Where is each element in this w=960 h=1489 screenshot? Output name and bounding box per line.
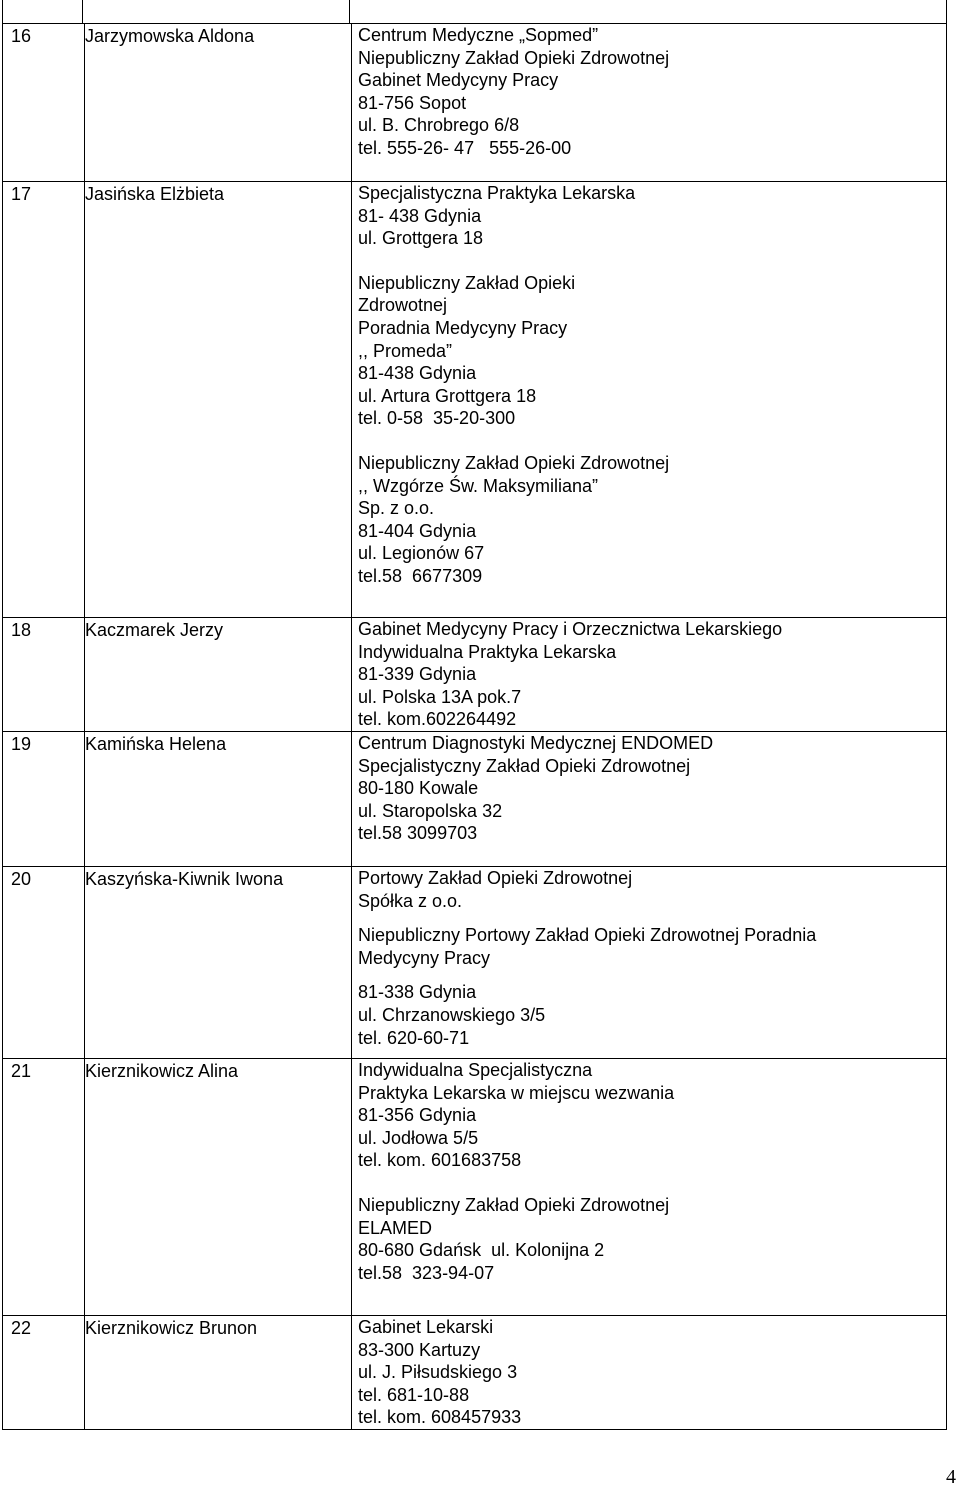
table-row bbox=[3, 24, 947, 182]
facility-line: tel.58 323-94-07 bbox=[358, 1262, 495, 1283]
entry-number: 17 bbox=[3, 182, 85, 618]
facility-line: ul. B. Chrobrego 6/8 bbox=[358, 115, 520, 136]
facility-line: 83-300 Kartuzy bbox=[358, 1339, 481, 1360]
facility-line: Poradnia Medycyny Pracy bbox=[358, 317, 568, 338]
facility-line: Niepubliczny Zakład Opieki bbox=[358, 272, 576, 293]
facility-line: Centrum Medyczne „Sopmed” bbox=[358, 25, 599, 45]
facility-line: tel. 620-60-71 bbox=[358, 1027, 470, 1048]
facility-line: tel.58 6677309 bbox=[358, 565, 483, 586]
facility-block bbox=[358, 924, 946, 969]
facility-block bbox=[358, 452, 946, 588]
facility-line: Niepubliczny Zakład Opieki Zdrowotnej bbox=[358, 452, 670, 473]
facility-line: tel. 0-58 35-20-300 bbox=[358, 408, 516, 429]
facility-details bbox=[352, 866, 947, 1058]
facility-line: 81-338 Gdynia bbox=[358, 982, 477, 1003]
facility-line: Sp. z o.o. bbox=[358, 498, 435, 519]
column-border bbox=[82, 0, 83, 24]
facility-block bbox=[358, 1059, 946, 1172]
facility-line: ELAMED bbox=[358, 1217, 433, 1238]
facility-line: Niepubliczny Portowy Zakład Opieki Zdrowotnej Poradnia bbox=[358, 925, 817, 946]
facility-block bbox=[358, 1194, 946, 1284]
facility-details bbox=[352, 1058, 947, 1315]
facility-line: Portowy Zakład Opieki Zdrowotnej bbox=[358, 867, 633, 888]
facility-line: tel. kom.602264492 bbox=[358, 709, 517, 730]
facility-line: tel. 555-26- 47 555-26-00 bbox=[358, 137, 572, 158]
facility-line: tel. 681-10-88 bbox=[358, 1384, 470, 1405]
facility-line: 81- 438 Gdynia bbox=[358, 205, 482, 226]
facility-line: Centrum Diagnostyki Medycznej ENDOMED bbox=[358, 732, 714, 753]
entry-number: 21 bbox=[3, 1058, 85, 1315]
facility-line: 81-756 Sopot bbox=[358, 92, 467, 113]
facility-block bbox=[358, 732, 946, 845]
facility-line: tel. kom. 601683758 bbox=[358, 1150, 522, 1171]
facility-line: ,, Wzgórze Św. Maksymiliana” bbox=[358, 475, 599, 496]
facility-line: Gabinet Medycyny Pracy bbox=[358, 70, 559, 91]
facility-line: 80-680 Gdańsk ul. Kolonijna 2 bbox=[358, 1240, 605, 1261]
facility-line: ul. Chrzanowskiego 3/5 bbox=[358, 1004, 546, 1025]
facility-line: 80-180 Kowale bbox=[358, 778, 479, 799]
table-row bbox=[3, 866, 947, 1058]
doctors-table-body bbox=[3, 24, 947, 1430]
table-row bbox=[3, 1058, 947, 1315]
facility-line: 81-438 Gdynia bbox=[358, 363, 477, 384]
facility-line: Specjalistyczna Praktyka Lekarska bbox=[358, 183, 636, 203]
facility-line: Spółka z o.o. bbox=[358, 890, 463, 911]
facility-block bbox=[358, 981, 946, 1049]
facility-details bbox=[352, 1315, 947, 1429]
facility-line: Gabinet Medycyny Pracy i Orzecznictwa Lekarskiego bbox=[358, 619, 783, 639]
facility-line: Gabinet Lekarski bbox=[358, 1316, 494, 1337]
block-spacer bbox=[358, 430, 946, 452]
facility-block bbox=[358, 182, 946, 250]
entry-number: 22 bbox=[3, 1315, 85, 1429]
doctor-name: Kierznikowicz Alina bbox=[85, 1058, 352, 1315]
block-spacer bbox=[358, 912, 946, 924]
facility-details bbox=[352, 182, 947, 618]
entry-number: 16 bbox=[3, 24, 85, 182]
facility-line: ul. Polska 13A pok.7 bbox=[358, 686, 522, 707]
table-row bbox=[3, 731, 947, 866]
facility-details bbox=[352, 618, 947, 732]
block-spacer bbox=[358, 969, 946, 981]
facility-line: ul. Artura Grottgera 18 bbox=[358, 385, 537, 406]
facility-line: Specjalistyczny Zakład Opieki Zdrowotnej bbox=[358, 755, 691, 776]
block-spacer bbox=[358, 1172, 946, 1194]
facility-details bbox=[352, 24, 947, 182]
facility-block bbox=[358, 618, 946, 731]
doctor-name: Kierznikowicz Brunon bbox=[85, 1315, 352, 1429]
facility-line: tel.58 3099703 bbox=[358, 823, 478, 844]
facility-line: ul. J. Piłsudskiego 3 bbox=[358, 1362, 518, 1383]
entry-number: 18 bbox=[3, 618, 85, 732]
doctor-name: Jasińska Elżbieta bbox=[85, 182, 352, 618]
facility-block bbox=[358, 272, 946, 430]
facility-block bbox=[358, 1316, 946, 1429]
column-border bbox=[946, 0, 947, 24]
facility-line: tel. kom. 608457933 bbox=[358, 1407, 522, 1428]
table-row bbox=[3, 618, 947, 732]
facility-line: 81-404 Gdynia bbox=[358, 520, 477, 541]
facility-line: ,, Promeda” bbox=[358, 340, 453, 361]
facility-line: ul. Grottgera 18 bbox=[358, 228, 484, 249]
facility-line: Zdrowotnej bbox=[358, 295, 448, 316]
doctor-name: Jarzymowska Aldona bbox=[85, 24, 352, 182]
entry-number: 20 bbox=[3, 866, 85, 1058]
doctor-name: Kaczmarek Jerzy bbox=[85, 618, 352, 732]
doctor-name: Kamińska Helena bbox=[85, 731, 352, 866]
table-row bbox=[3, 1315, 947, 1429]
facility-line: Niepubliczny Zakład Opieki Zdrowotnej bbox=[358, 47, 670, 68]
column-border bbox=[349, 0, 350, 24]
facility-line: 81-356 Gdynia bbox=[358, 1105, 477, 1126]
page-number: 4 bbox=[946, 1466, 956, 1488]
table-row bbox=[3, 182, 947, 618]
block-spacer bbox=[358, 250, 946, 272]
facility-line: Niepubliczny Zakład Opieki Zdrowotnej bbox=[358, 1194, 670, 1215]
column-border bbox=[2, 0, 3, 24]
facility-line: Medycyny Pracy bbox=[358, 947, 491, 968]
doctor-name: Kaszyńska-Kiwnik Iwona bbox=[85, 866, 352, 1058]
facility-line: Indywidualna Specjalistyczna bbox=[358, 1059, 593, 1080]
facility-line: ul. Staropolska 32 bbox=[358, 800, 503, 821]
facility-block bbox=[358, 24, 946, 160]
facility-line: ul. Legionów 67 bbox=[358, 543, 485, 564]
doctors-table bbox=[2, 23, 947, 1430]
facility-line: ul. Jodłowa 5/5 bbox=[358, 1127, 479, 1148]
facility-block bbox=[358, 867, 946, 912]
facility-line: Praktyka Lekarska w miejscu wezwania bbox=[358, 1082, 675, 1103]
facility-line: Indywidualna Praktyka Lekarska bbox=[358, 641, 617, 662]
facility-line: 81-339 Gdynia bbox=[358, 664, 477, 685]
entry-number: 19 bbox=[3, 731, 85, 866]
facility-details bbox=[352, 731, 947, 866]
table-top-continuation bbox=[0, 0, 960, 24]
